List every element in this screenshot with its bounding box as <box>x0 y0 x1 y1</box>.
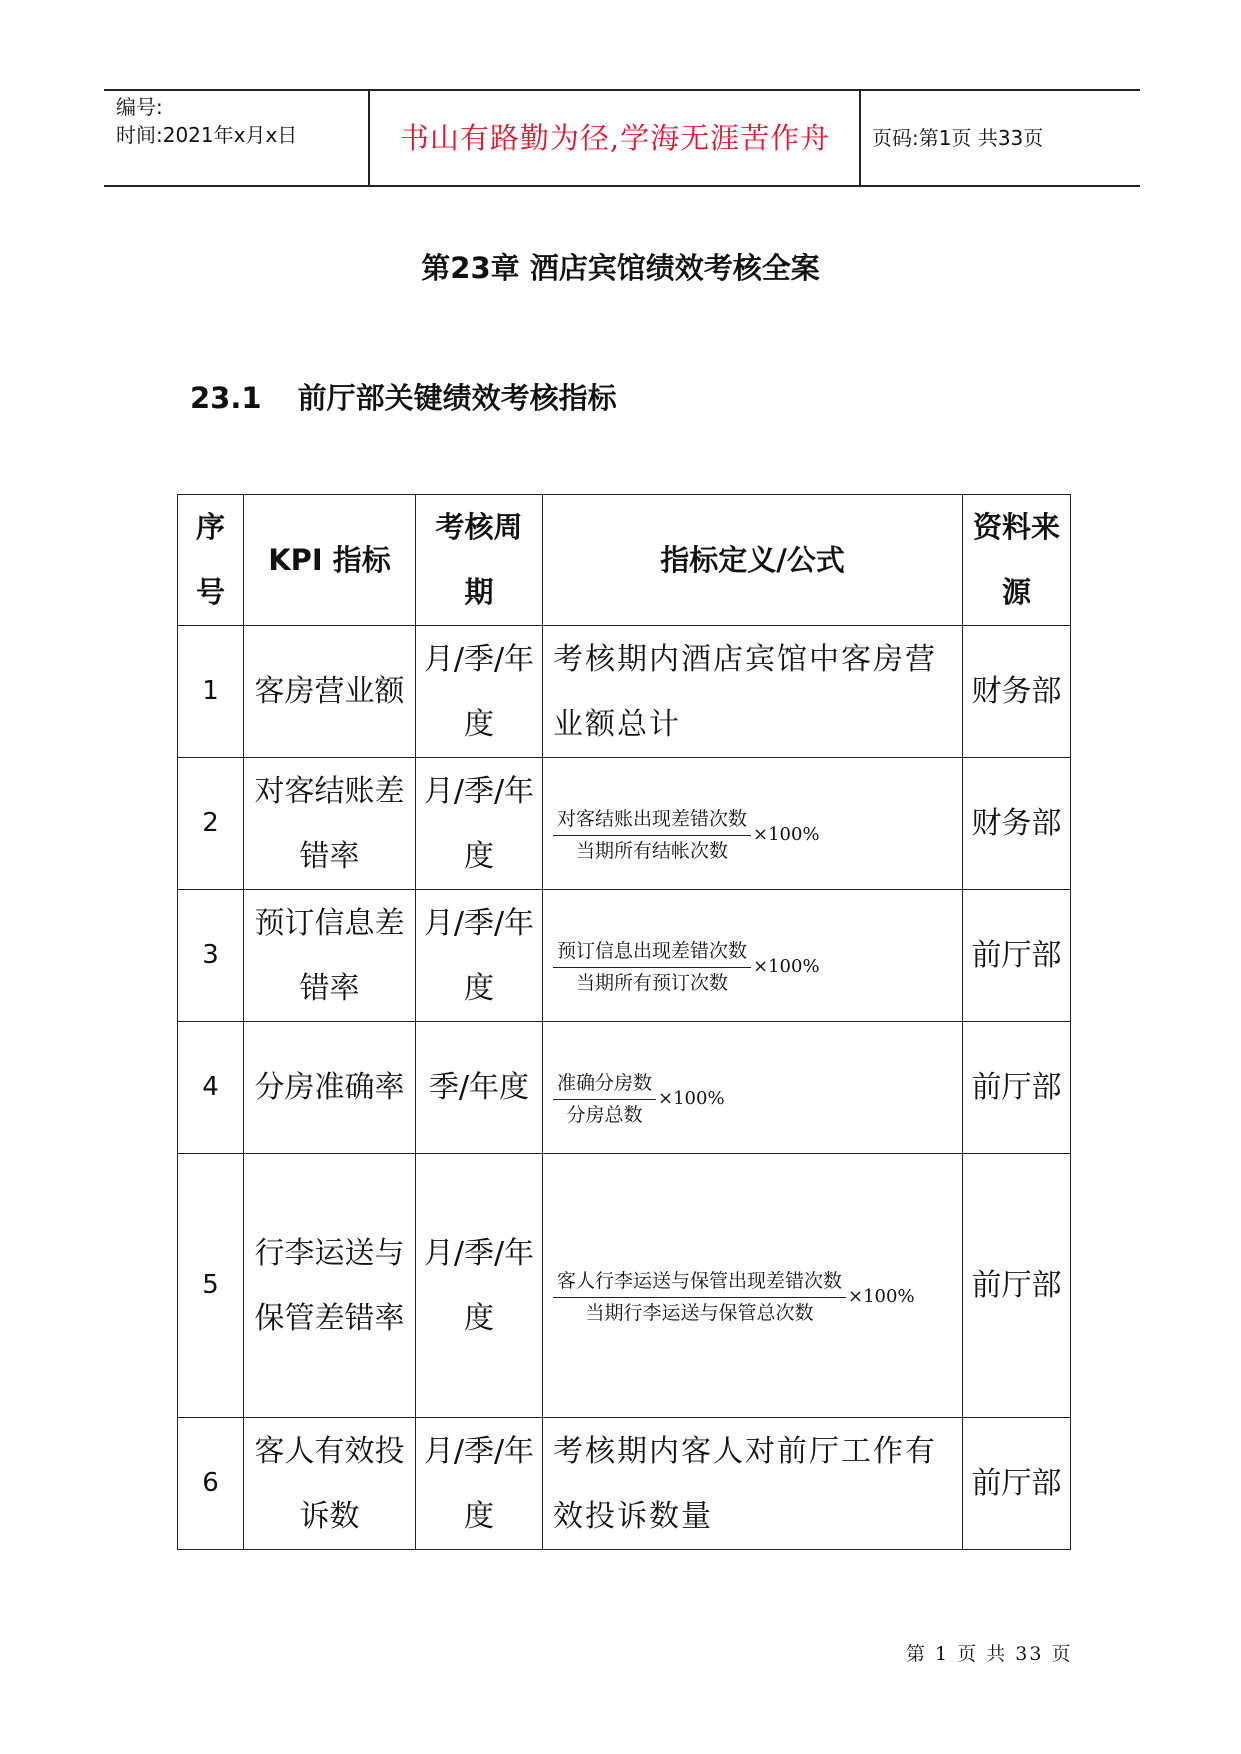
header-page-info: 页码:第1页 共33页 <box>872 126 1044 150</box>
row-kpi: 分房准确率 <box>244 1022 416 1154</box>
formula-multiplier: ×100% <box>658 1088 725 1110</box>
chapter-title: 第23章 酒店宾馆绩效考核全案 <box>421 251 820 285</box>
formula-denominator: 当期所有预订次数 <box>576 971 729 994</box>
table-row <box>178 758 1071 890</box>
row-formula <box>543 758 963 890</box>
header-period: 考核周期 <box>416 495 543 626</box>
row-no: 1 <box>178 626 244 758</box>
fraction <box>553 806 751 864</box>
header-kpi: KPI 指标 <box>244 495 416 626</box>
page-footer: 第 1 页 共 33 页 <box>906 1643 1073 1665</box>
serial-label: 编号: <box>116 95 163 119</box>
table-row <box>178 1022 1071 1154</box>
row-no: 6 <box>178 1418 244 1550</box>
row-kpi: 客人有效投诉数 <box>244 1418 416 1550</box>
formula <box>553 1268 915 1326</box>
formula-numerator: 准确分房数 <box>553 1070 656 1100</box>
section-heading <box>190 376 617 417</box>
row-source: 前厅部 <box>963 1022 1071 1154</box>
row-definition: 考核期内客人对前厅工作有效投诉数量 <box>543 1418 963 1550</box>
row-source: 财务部 <box>963 626 1071 758</box>
header-divider <box>859 91 861 185</box>
formula <box>553 1070 725 1128</box>
fraction <box>553 1268 846 1326</box>
table-row <box>178 1154 1071 1418</box>
row-kpi: 预订信息差错率 <box>244 890 416 1022</box>
table-header-row <box>178 495 1071 626</box>
row-period: 月/季/年度 <box>416 1418 543 1550</box>
header-definition: 指标定义/公式 <box>543 495 963 626</box>
row-source: 前厅部 <box>963 890 1071 1022</box>
header-no: 序号 <box>178 495 244 626</box>
formula-denominator: 当期所有结帐次数 <box>576 839 729 862</box>
row-definition: 考核期内酒店宾馆中客房营业额总计 <box>543 626 963 758</box>
row-period: 月/季/年度 <box>416 758 543 890</box>
row-no: 4 <box>178 1022 244 1154</box>
row-period: 月/季/年度 <box>416 626 543 758</box>
formula-numerator: 客人行李运送与保管出现差错次数 <box>553 1268 846 1298</box>
row-formula <box>543 890 963 1022</box>
row-no: 5 <box>178 1154 244 1418</box>
table-row <box>178 1418 1071 1550</box>
row-formula <box>543 1022 963 1154</box>
fraction <box>553 1070 656 1128</box>
row-period: 季/年度 <box>416 1022 543 1154</box>
section-title: 前厅部关键绩效考核指标 <box>297 381 617 415</box>
formula-multiplier: ×100% <box>848 1286 915 1308</box>
formula-numerator: 对客结账出现差错次数 <box>553 806 751 836</box>
row-source: 前厅部 <box>963 1154 1071 1418</box>
formula-multiplier: ×100% <box>753 824 820 846</box>
table-row <box>178 890 1071 1022</box>
row-kpi: 客房营业额 <box>244 626 416 758</box>
fraction <box>553 938 751 996</box>
row-no: 3 <box>178 890 244 1022</box>
header-meta <box>116 93 366 149</box>
formula-denominator: 当期行李运送与保管总次数 <box>585 1301 814 1324</box>
row-source: 前厅部 <box>963 1418 1071 1550</box>
row-formula <box>543 1154 963 1418</box>
formula-numerator: 预订信息出现差错次数 <box>553 938 751 968</box>
formula-denominator: 分房总数 <box>566 1103 643 1126</box>
row-kpi: 行李运送与保管差错率 <box>244 1154 416 1418</box>
row-kpi: 对客结账差错率 <box>244 758 416 890</box>
row-no: 2 <box>178 758 244 890</box>
page-header <box>104 89 1140 187</box>
kpi-table <box>177 494 1071 1550</box>
formula <box>553 938 820 996</box>
formula-multiplier: ×100% <box>753 956 820 978</box>
table-row <box>178 626 1071 758</box>
row-period: 月/季/年度 <box>416 1154 543 1418</box>
section-number: 23.1 <box>190 381 262 415</box>
header-source: 资料来源 <box>963 495 1071 626</box>
row-period: 月/季/年度 <box>416 890 543 1022</box>
row-source: 财务部 <box>963 758 1071 890</box>
header-motto: 书山有路勤为径,学海无涯苦作舟 <box>399 121 831 155</box>
time-label: 时间:2021年x月x日 <box>116 123 298 147</box>
formula <box>553 806 820 864</box>
